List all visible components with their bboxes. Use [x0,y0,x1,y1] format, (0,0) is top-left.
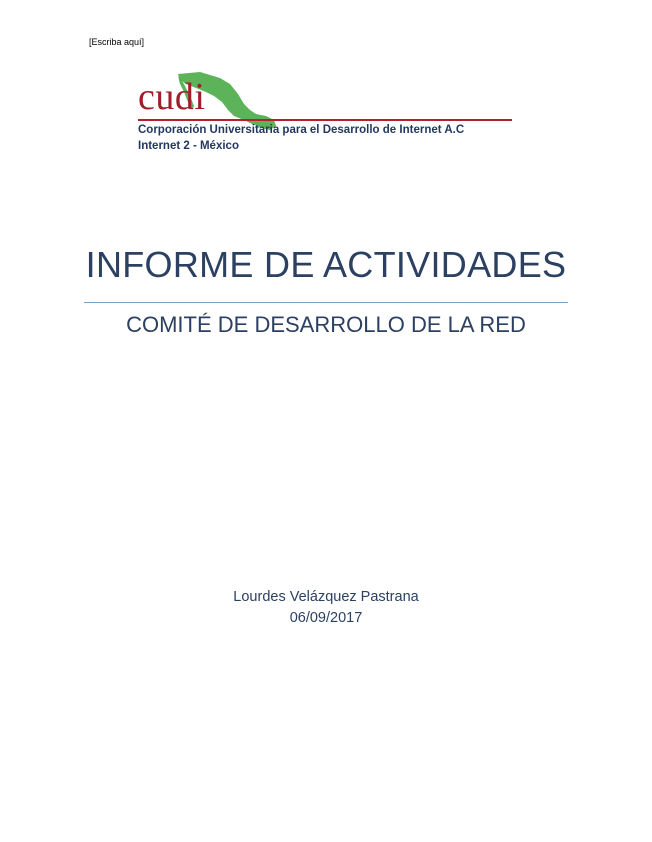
author-name: Lourdes Velázquez Pastrana [233,589,419,605]
logo-organization-name: Corporación Universitaria para el Desarrollo de Internet A.C [138,124,465,136]
document-subtitle: COMITÉ DE DESARROLLO DE LA RED [126,312,526,337]
title-divider [84,302,568,303]
document-date: 06/09/2017 [289,610,363,626]
logo-rule [138,119,512,121]
header-placeholder[interactable]: [Escriba aquí] [89,37,145,47]
document-title: INFORME DE ACTIVIDADES [85,244,567,285]
logo-subline: Internet 2 - México [138,140,239,152]
cudi-logo [134,70,524,160]
logo-wordmark: cudi [138,76,206,118]
